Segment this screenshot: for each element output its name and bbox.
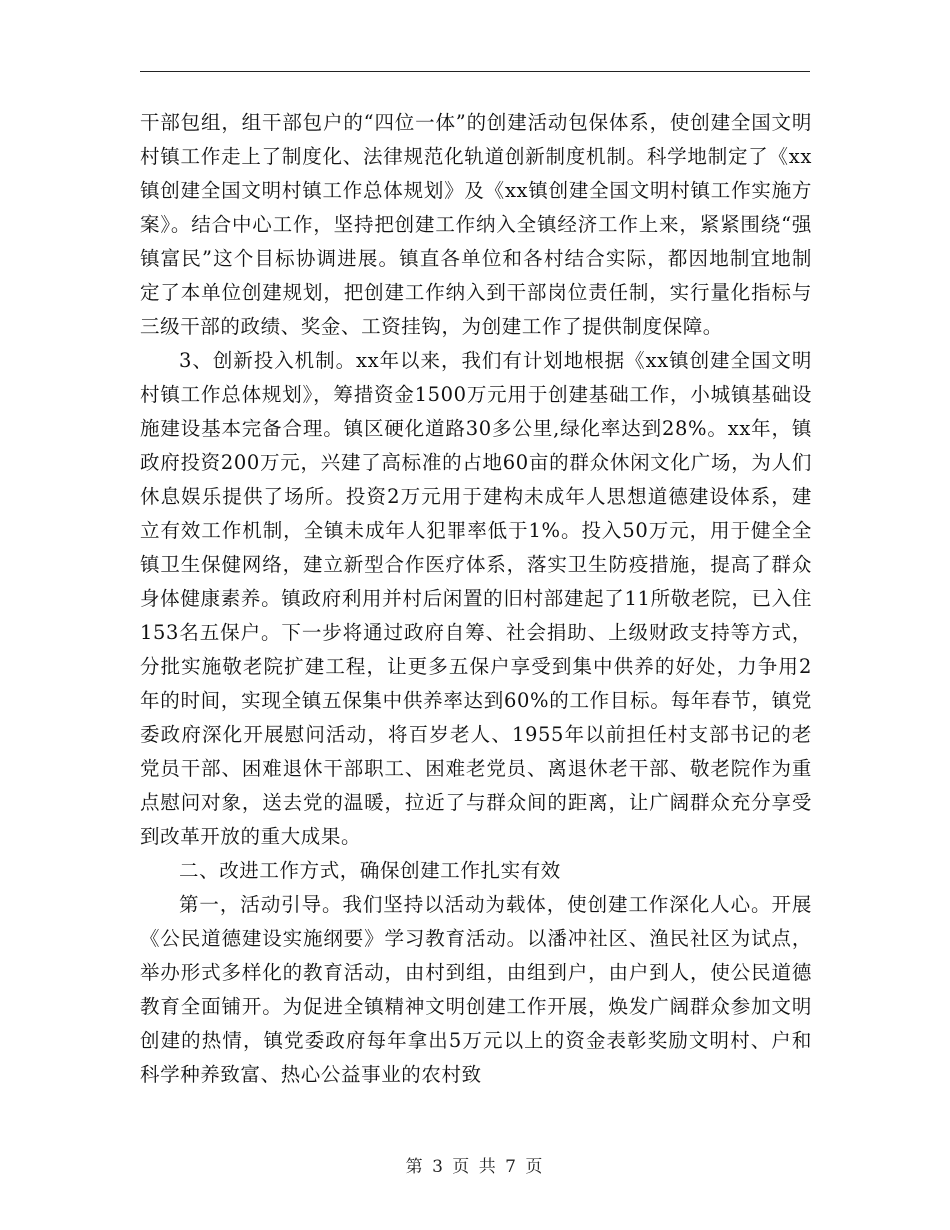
paragraph: 3、创新投入机制。xx年以来，我们有计划地根据《xx镇创建全国文明村镇工作总体规划》，筹措资金1500万元用于创建基础工作，小城镇基础设施建设基本完备合理。镇区硬化道路30多公里,绿化率达到28%。xx年，镇政府投资200万元，兴建了高标准的占地60亩的群众休闲文化广场，为人们休息娱乐提供了场所。投资2万元用于建构未成年人思想道德建设体系，建立有效工作机制，全镇未成年人犯罪率低于1%。投入50万元，用于健全全镇卫生保健网络，建立新型合作医疗体系，落实卫生防疫措施，提高了群众身体健康素养。镇政府利用并村后闲置的旧村部建起了11所敬老院，已入住153名五保户。下一步将通过政府自筹、社会捐助、上级财政支持等方式，分批实施敬老院扩建工程，让更多五保户享受到集中供养的好处，力争用2年的时间，实现全镇五保集中供养率达到60%的工作目标。每年春节，镇党委政府深化开展慰问活动，将百岁老人、1955年以前担任村支部书记的老党员干部、困难退休干部职工、困难老党员、离退休老干部、敬老院作为重点慰问对象，送去党的温暖，拉近了与群众间的距离，让广阔群众充分享受到改革开放的重大成果。 — [140, 349, 812, 848]
section-heading: 二、改进工作方式，确保创建工作扎实有效 — [179, 859, 561, 882]
paragraph: 干部包组，组干部包户的“四位一体”的创建活动包保体系，使创建全国文明村镇工作走上了制度化、法律规范化轨道创新制度机制。科学地制定了《xx镇创建全国文明村镇工作总体规划》及《xx镇创建全国文明村镇工作实施方案》。结合中心工作，坚持把创建工作纳入全镇经济工作上来，紧紧围绕“强镇富民”这个目标协调进展。镇直各单位和各村结合实际，都因地制宜地制定了本单位创建规划，把创建工作纳入到干部岗位责任制，实行量化指标与三级干部的政绩、奖金、工资挂钩，为创建工作了提供制度保障。 — [140, 111, 812, 338]
document-body — [140, 106, 812, 1092]
header-rule — [140, 71, 810, 72]
paragraph: 第一，活动引导。我们坚持以活动为载体，使创建工作深化人心。开展《公民道德建设实施纲要》学习教育活动。以潘冲社区、渔民社区为试点，举办形式多样化的教育活动，由村到组，由组到户，由户到人，使公民道德教育全面铺开。为促进全镇精神文明创建工作开展，焕发广阔群众参加文明创建的热情，镇党委政府每年拿出5万元以上的资金表彰奖励文明村、户和科学种养致富、热心公益事业的农村致 — [140, 893, 812, 1086]
page-number: 第 3 页 共 7 页 — [405, 1157, 545, 1177]
